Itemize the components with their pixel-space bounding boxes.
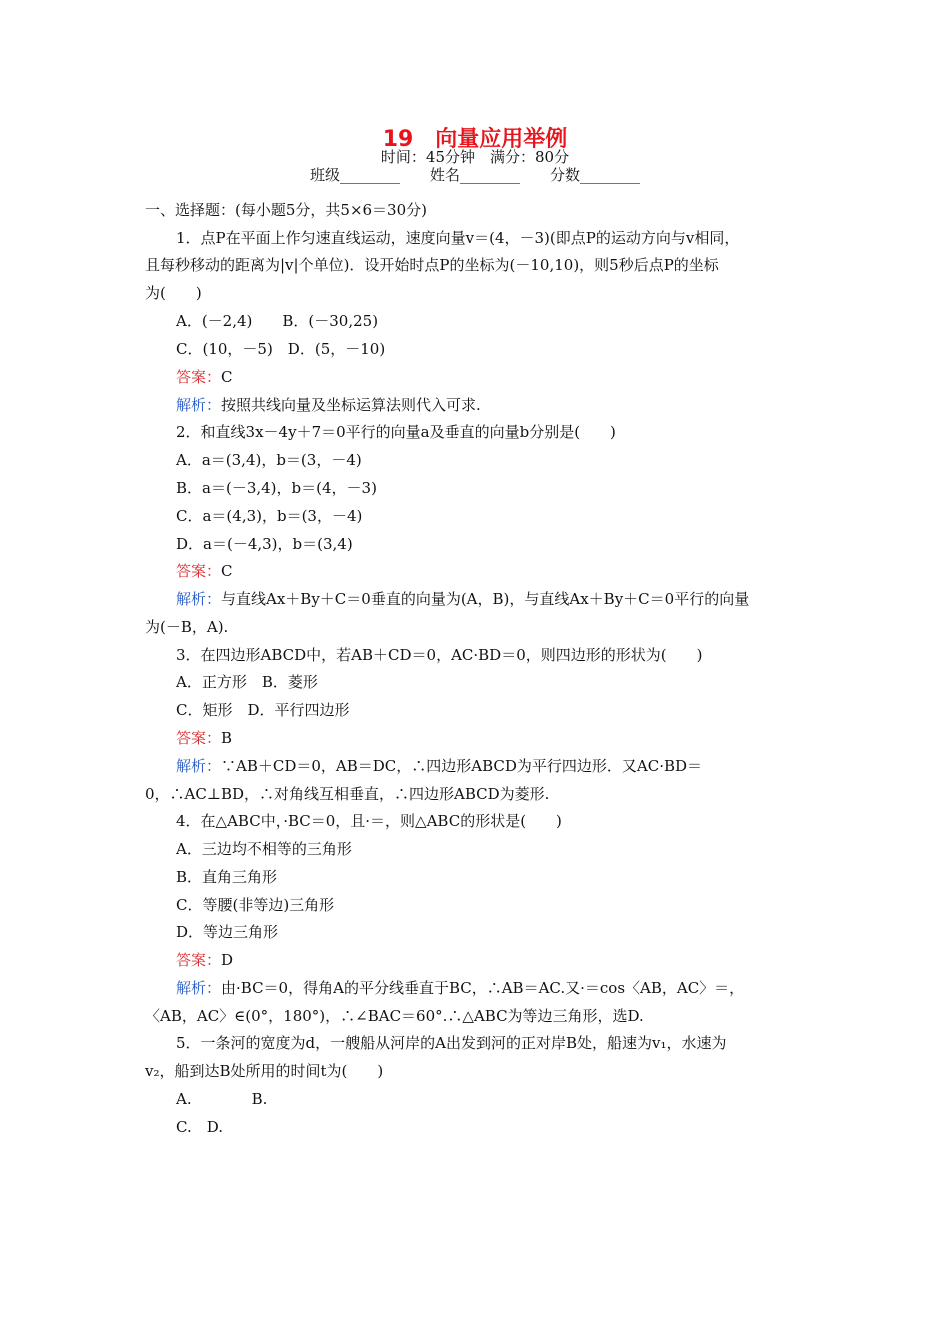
q2-option-a: A．a＝(3,4)，b＝(3，－4)	[176, 451, 362, 469]
q3-stem: 3．在四边形ABCD中，若AB＋CD＝0，AC·BD＝0，则四边形的形状为( )	[176, 646, 703, 664]
q1-explanation	[176, 395, 481, 415]
q4-option-d: D．等边三角形	[176, 923, 279, 941]
answer-value: C	[221, 562, 233, 580]
q2-option-d: D．a＝(－4,3)，b＝(3,4)	[176, 535, 353, 553]
answer-label: 答案：	[176, 729, 222, 747]
q1-stem-line2: 且每秒移动的距离为|v|个单位)．设开始时点P的坐标为(－10,10)，则5秒后点P的坐标	[145, 256, 719, 274]
explanation-label: 解析：	[176, 757, 222, 775]
page-title: 19 向量应用举例	[382, 127, 568, 152]
answer-value: B	[221, 729, 233, 747]
q3-options-cd: C．矩形 D．平行四边形	[176, 701, 350, 719]
q2-option-b: B．a＝(－3,4)，b＝(4，－3)	[176, 479, 377, 497]
answer-value: C	[221, 368, 233, 386]
q4-option-a: A．三边均不相等的三角形	[176, 840, 352, 858]
q5-stem-line2: v₂，船到达B处所用的时间t为( )	[145, 1062, 384, 1080]
answer-label: 答案：	[176, 562, 222, 580]
q1-answer	[176, 367, 233, 387]
q4-explanation-line1	[176, 978, 744, 998]
explanation-label: 解析：	[176, 979, 222, 997]
answer-label: 答案：	[176, 368, 222, 386]
q1-stem-line1: 1．点P在平面上作匀速直线运动，速度向量v＝(4，－3)(即点P的运动方向与v相同，	[176, 229, 740, 247]
q5-options-cd: C. D.	[176, 1118, 223, 1136]
q1-options-ab: A．(－2,4) B．(－30,25)	[176, 312, 379, 330]
q4-option-b: B．直角三角形	[176, 868, 278, 886]
explanation-label: 解析：	[176, 590, 222, 608]
section-heading: 一、选择题：(每小题5分，共5×6＝30分)	[145, 201, 427, 219]
q2-stem: 2．和直线3x－4y＋7＝0平行的向量a及垂直的向量b分别是( )	[176, 423, 616, 441]
q2-answer	[176, 561, 233, 581]
q1-stem-line3: 为( )	[145, 284, 202, 302]
student-info-line: 班级________ 姓名________ 分数________	[309, 166, 640, 184]
explanation-text: ∵AB＋CD＝0，AB＝DC，∴四边形ABCD为平行四边形．又AC·BD＝	[221, 757, 703, 775]
q2-explanation-line1	[176, 589, 749, 609]
q4-explanation-line2: 〈AB，AC〉∈(0°，180°)，∴∠BAC＝60°.∴△ABC为等边三角形，选D.	[145, 1007, 644, 1025]
explanation-text: 按照共线向量及坐标运算法则代入可求.	[221, 396, 481, 414]
q3-answer	[176, 728, 232, 748]
q3-explanation-line2: 0，∴AC⊥BD，∴对角线互相垂直，∴四边形ABCD为菱形.	[145, 785, 550, 803]
q1-options-cd: C．(10，－5) D．(5，－10)	[176, 340, 386, 358]
exam-time-score: 时间：45分钟 满分：80分	[380, 148, 570, 166]
q4-option-c: C．等腰(非等边)三角形	[176, 896, 335, 914]
q4-answer	[176, 950, 233, 970]
explanation-text: 由·BC＝0，得角A的平分线垂直于BC，∴AB＝AC.又·＝cos〈AB，AC〉＝，	[221, 979, 745, 997]
explanation-text: 与直线Ax＋By＋C＝0垂直的向量为(A，B)，与直线Ax＋By＋C＝0平行的向量	[221, 590, 750, 608]
q3-options-ab: A．正方形 B．菱形	[176, 673, 318, 691]
q2-option-c: C．a＝(4,3)，b＝(3，－4)	[176, 507, 363, 525]
explanation-label: 解析：	[176, 396, 222, 414]
answer-value: D	[221, 951, 234, 969]
q4-stem: 4．在△ABC中，·BC＝0，且·＝，则△ABC的形状是( )	[176, 812, 562, 830]
q2-explanation-line2: 为(－B，A).	[145, 618, 229, 636]
answer-label: 答案：	[176, 951, 222, 969]
q5-options-ab: A. B.	[176, 1090, 268, 1108]
q5-stem-line1: 5．一条河的宽度为d，一艘船从河岸的A出发到河的正对岸B处，船速为v₁，水速为	[176, 1034, 727, 1052]
q3-explanation-line1	[176, 756, 702, 776]
